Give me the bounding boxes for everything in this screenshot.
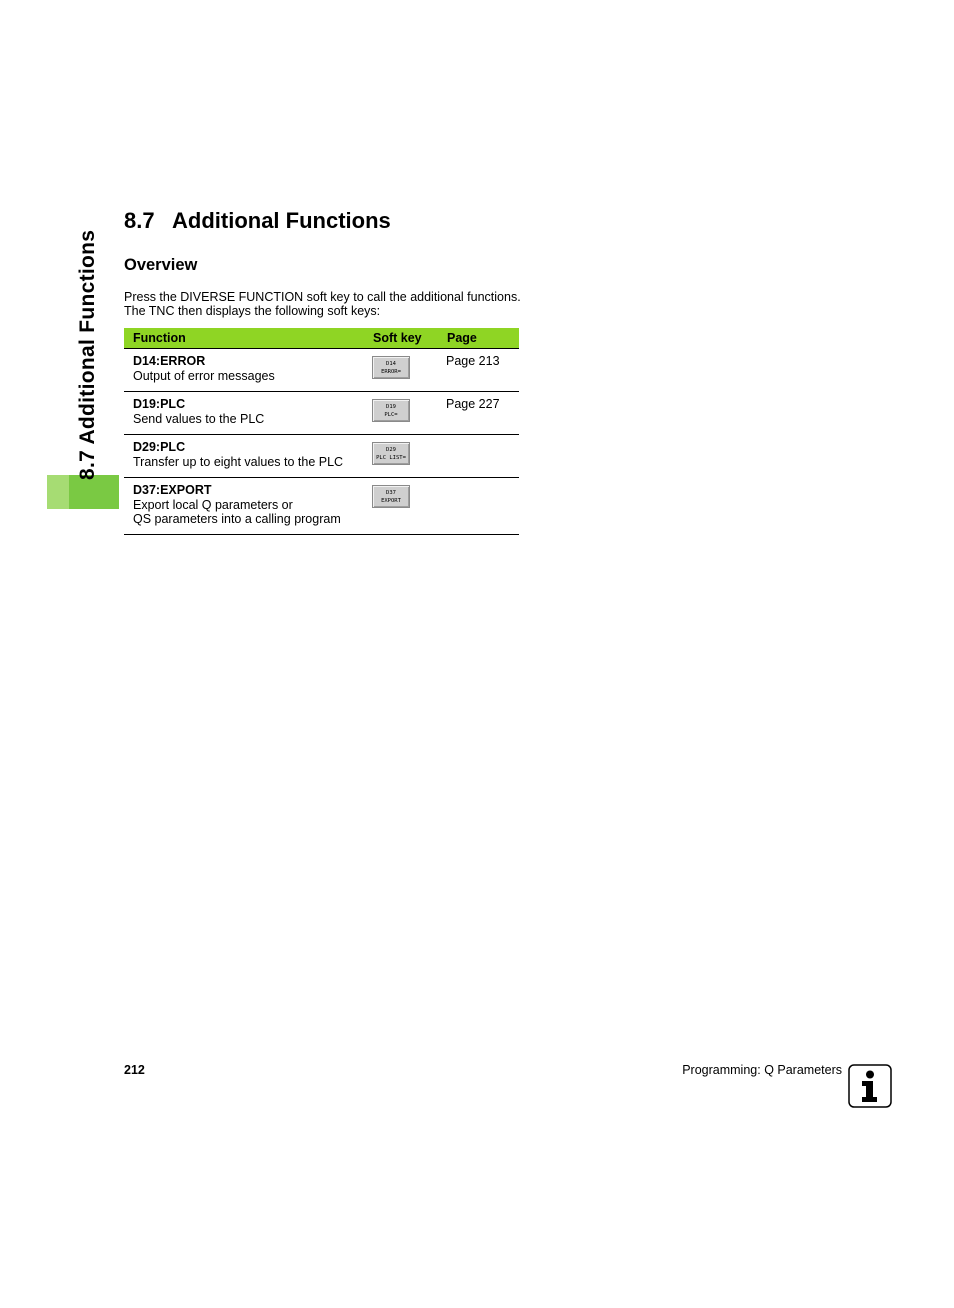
function-name: D14:ERROR bbox=[133, 354, 206, 368]
subheading: Overview bbox=[124, 256, 198, 274]
function-description: Send values to the PLC bbox=[133, 411, 265, 426]
table-row bbox=[124, 435, 519, 478]
page-ref: Page 227 bbox=[446, 392, 519, 435]
function-name: D37:EXPORT bbox=[133, 483, 212, 497]
softkey-line2: PLC LIST= bbox=[376, 455, 406, 461]
function-description: QS parameters into a calling program bbox=[133, 512, 341, 526]
footer-text: Programming: Q Parameters bbox=[682, 1063, 842, 1077]
softkey-line2: EXPORT bbox=[381, 498, 401, 504]
intro-paragraph: Press the DIVERSE FUNCTION soft key to call the additional functions. The TNC then displays the following soft keys: bbox=[124, 290, 521, 318]
softkey-d19-plc[interactable] bbox=[372, 399, 410, 422]
table-header-row bbox=[124, 328, 519, 349]
softkey-line2: PLC= bbox=[384, 412, 398, 418]
header-page: Page bbox=[446, 328, 519, 349]
softkey-line1: D37 bbox=[386, 490, 396, 496]
softkey-cell bbox=[372, 392, 446, 435]
table-row bbox=[124, 392, 519, 435]
function-name: D29:PLC bbox=[133, 440, 186, 454]
table-row bbox=[124, 478, 519, 535]
chapter-side-title: 8.7 Additional Functions bbox=[76, 229, 99, 480]
softkey-cell bbox=[372, 349, 446, 392]
function-cell bbox=[124, 392, 372, 435]
function-description: Export local Q parameters or bbox=[133, 497, 293, 512]
section-number: 8.7 bbox=[124, 208, 155, 233]
function-cell bbox=[124, 478, 372, 535]
page-title bbox=[124, 208, 391, 234]
function-description: Transfer up to eight values to the PLC bbox=[133, 454, 344, 469]
softkey-line2: ERROR= bbox=[381, 369, 401, 375]
header-function: Function bbox=[124, 328, 372, 349]
page-ref: Page 213 bbox=[446, 349, 519, 392]
page-ref bbox=[446, 435, 519, 478]
section-title-text: Additional Functions bbox=[172, 208, 391, 233]
functions-table bbox=[124, 328, 519, 535]
function-cell bbox=[124, 349, 372, 392]
softkey-cell bbox=[372, 435, 446, 478]
info-icon bbox=[848, 1064, 892, 1108]
softkey-d37-export[interactable] bbox=[372, 485, 410, 508]
function-cell bbox=[124, 435, 372, 478]
softkey-cell bbox=[372, 478, 446, 535]
softkey-line1: D29 bbox=[386, 447, 396, 453]
softkey-d29-plc-list[interactable] bbox=[372, 442, 410, 465]
header-softkey: Soft key bbox=[372, 328, 446, 349]
table-row bbox=[124, 349, 519, 392]
softkey-line1: D19 bbox=[386, 404, 396, 410]
footer-page-number: 212 bbox=[124, 1063, 145, 1077]
function-name: D19:PLC bbox=[133, 397, 186, 411]
function-description: Output of error messages bbox=[133, 368, 275, 383]
page-ref bbox=[446, 478, 519, 535]
softkey-d14-error[interactable] bbox=[372, 356, 410, 379]
softkey-line1: D14 bbox=[386, 361, 396, 367]
chapter-tab-highlight bbox=[47, 475, 69, 509]
